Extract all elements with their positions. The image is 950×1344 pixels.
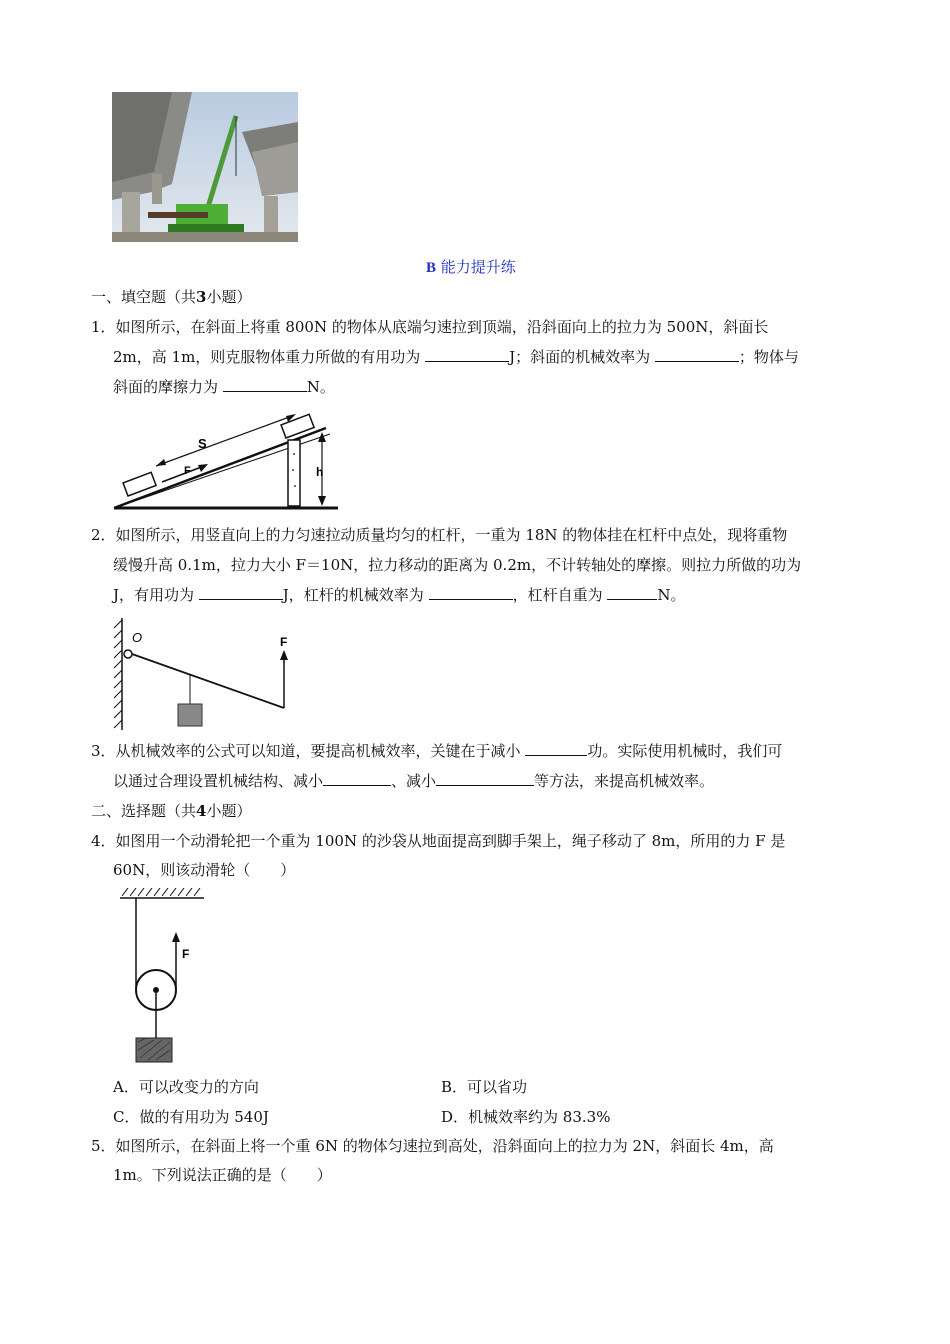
section-b-title: [426, 257, 516, 278]
q4-option-a[interactable]: A．可以改变力的方向: [113, 1078, 259, 1096]
pulley-figure: [112, 884, 212, 1064]
fig-label-h: h: [316, 465, 324, 479]
q2-line3: J，有用功为 J，杠杆的机械效率为 ，杠杆自重为 N。: [113, 586, 686, 604]
q1-blank-efficiency[interactable]: [655, 347, 739, 362]
section-b-title-text: 能力提升练: [440, 258, 516, 276]
q4-line1: 4．如图用一个动滑轮把一个重为 100N 的沙袋从地面提高到脚手架上，绳子移动了 8m，所用的力 F 是: [91, 832, 786, 850]
q2-line2: 缓慢升高 0.1m，拉力大小 F＝10N，拉力移动的距离为 0.2m，不计转轴处的摩擦。则拉力所做的功为: [113, 556, 802, 574]
q5-line2: 1m。下列说法正确的是（ ）: [113, 1166, 332, 1184]
fig-label-s: S: [198, 436, 207, 451]
q3-blank-work[interactable]: [525, 741, 587, 756]
q3-line2: 以通过合理设置机械结构、减小 、减小 等方法，来提高机械效率。: [113, 772, 715, 790]
weight-block: [178, 704, 202, 726]
q4-line2: 60N，则该动滑轮（ ）: [113, 861, 296, 879]
crane-photo: [112, 92, 298, 242]
q1-blank-friction[interactable]: [223, 377, 307, 392]
q3-line1: 3．从机械效率的公式可以知道，要提高机械效率，关键在于减小 功。实际使用机械时，我们可: [91, 742, 783, 760]
part2-title: 二、选择题（共4小题）: [91, 802, 252, 820]
lever-figure: [112, 614, 302, 732]
q2-blank-lever-weight[interactable]: [607, 585, 657, 600]
q2-blank-useful-work[interactable]: [199, 585, 283, 600]
q4-option-c[interactable]: C．做的有用功为 540J: [113, 1108, 269, 1126]
q4-option-b[interactable]: B．可以省功: [441, 1078, 528, 1096]
pivot-icon: [124, 650, 132, 658]
q2-blank-efficiency[interactable]: [429, 585, 513, 600]
q1-line3: 斜面的摩擦力为 N。: [113, 378, 335, 396]
q1-blank-useful-work[interactable]: [425, 347, 509, 362]
sandbag-block: [136, 1038, 172, 1062]
q4-option-d[interactable]: D．机械效率约为 83.3%: [441, 1108, 611, 1126]
incline-figure: [110, 404, 346, 514]
fig-label-f: F: [280, 635, 288, 649]
q3-blank-reduce-2[interactable]: [436, 771, 534, 786]
q2-line1: 2．如图所示，用竖直向上的力匀速拉动质量均匀的杠杆，一重为 18N 的物体挂在杠杆中点处，现将重物: [91, 526, 788, 544]
fig-label-o: O: [132, 630, 143, 645]
q5-line1: 5．如图所示，在斜面上将一个重 6N 的物体匀速拉到高处，沿斜面向上的拉力为 2N，斜面长 4m，高: [91, 1137, 774, 1155]
part1-title: 一、填空题（共3小题）: [91, 288, 252, 306]
q1-line1: 1．如图所示，在斜面上将重 800N 的物体从底端匀速拉到顶端，沿斜面向上的拉力为 500N，斜面长: [91, 318, 769, 336]
incline-block-bottom: [123, 472, 156, 496]
fig-label-f: F: [182, 947, 190, 961]
section-b-letter: B: [426, 260, 437, 276]
fig-label-f: F: [184, 465, 191, 477]
q3-blank-reduce-1[interactable]: [323, 771, 391, 786]
q1-line2: 2m，高 1m，则克服物体重力所做的有用功为 J；斜面的机械效率为 ；物体与: [113, 348, 799, 366]
